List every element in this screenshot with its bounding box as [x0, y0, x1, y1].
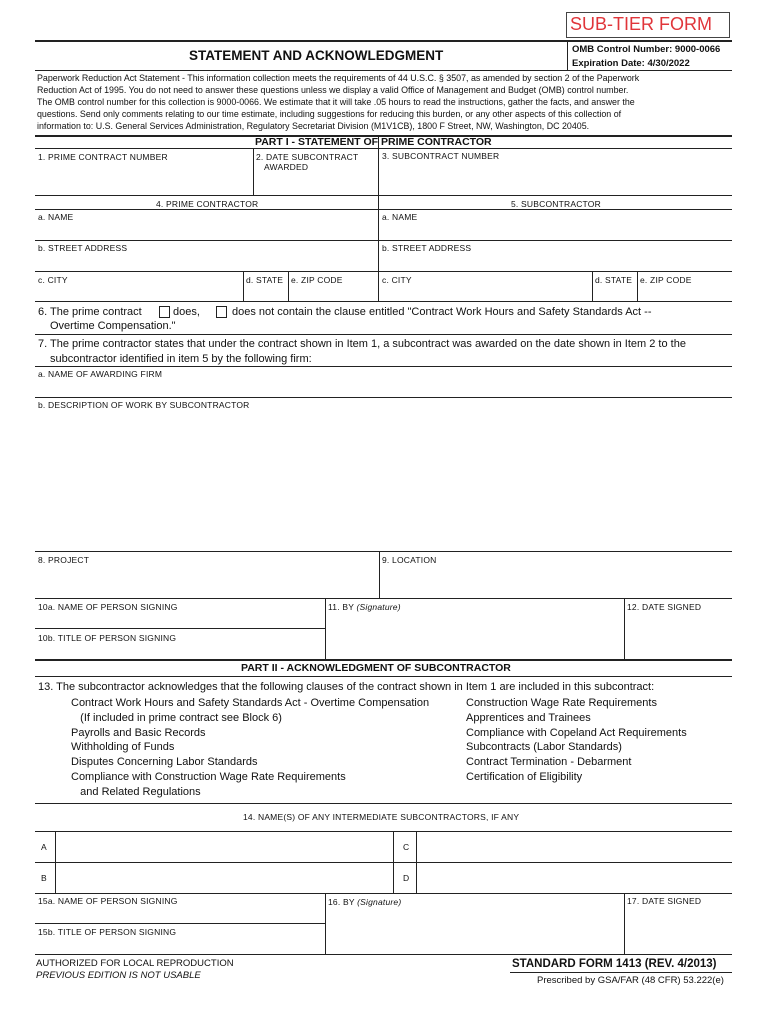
- prime-contract-number-field[interactable]: [36, 163, 251, 193]
- clause-right-4: Subcontracts (Labor Standards): [466, 741, 622, 753]
- sub-signature-field[interactable]: [327, 907, 622, 952]
- previous-edition-note: PREVIOUS EDITION IS NOT USABLE: [36, 970, 201, 981]
- part2-top-rule: [35, 659, 732, 661]
- clause-left-3: Payrolls and Basic Records: [71, 727, 206, 739]
- clause-left-2: (If included in prime contract see Block 6): [71, 712, 282, 724]
- paperwork-line-1: Paperwork Reduction Act Statement - This information collection meets the requirements of 44 U.S.C. § 3507, as amended by section 2 of the Paperwork: [37, 73, 640, 83]
- prime-zip-label: e. ZIP CODE: [291, 275, 343, 285]
- row-c-label: C: [403, 842, 410, 852]
- item6-does-label: does,: [173, 306, 200, 318]
- header-bottom-rule: [35, 70, 732, 71]
- sub-state-field[interactable]: [594, 285, 636, 300]
- intermediate-a-field[interactable]: [57, 833, 391, 861]
- subcontract-number-field[interactable]: [380, 163, 730, 193]
- clause-left-6: Compliance with Construction Wage Rate Requirements: [71, 771, 346, 783]
- subcontractor-label: 5. SUBCONTRACTOR: [511, 199, 601, 209]
- paperwork-line-4: questions. Send only comments relating to our time estimate, including suggestions for reducing this burden, or any other aspects of this collection of: [37, 109, 622, 119]
- prime-city-label: c. CITY: [38, 275, 68, 285]
- date-subcontract-field[interactable]: [255, 173, 376, 193]
- prime-street-label: b. STREET ADDRESS: [38, 243, 128, 253]
- sub-person-signing-title-label: 15b. TITLE OF PERSON SIGNING: [38, 927, 177, 937]
- clause-left-7: and Related Regulations: [71, 786, 201, 798]
- part1-heading: PART I - STATEMENT OF PRIME CONTRACTOR: [255, 136, 492, 148]
- sub-zip-field[interactable]: [639, 285, 731, 300]
- prime-state-field[interactable]: [245, 285, 287, 300]
- authorized-reproduction: AUTHORIZED FOR LOCAL REPRODUCTION: [36, 958, 234, 969]
- location-field[interactable]: [381, 566, 730, 596]
- item6-text-2: Overtime Compensation.": [50, 320, 176, 332]
- description-of-work-field[interactable]: [36, 411, 730, 549]
- sub-city-field[interactable]: [380, 285, 590, 300]
- sub-person-signing-name-field[interactable]: [36, 906, 323, 922]
- subcontract-number-label: 3. SUBCONTRACT NUMBER: [382, 151, 500, 161]
- signature-field[interactable]: [327, 612, 622, 657]
- item7-text-2: subcontractor identified in item 5 by the following firm:: [50, 353, 312, 365]
- prime-contractor-label: 4. PRIME CONTRACTOR: [156, 199, 259, 209]
- date-subcontract-label-2: AWARDED: [264, 162, 309, 172]
- clause-right-2: Apprentices and Trainees: [466, 712, 591, 724]
- sub-person-signing-title-field[interactable]: [36, 937, 323, 953]
- person-signing-title-field[interactable]: [36, 643, 323, 658]
- does-not-checkbox[interactable]: [216, 306, 227, 318]
- intermediate-c-field[interactable]: [418, 833, 730, 861]
- description-of-work-label: b. DESCRIPTION OF WORK BY SUBCONTRACTOR: [38, 400, 250, 410]
- sub-name-label: a. NAME: [382, 212, 418, 222]
- prime-zip-field[interactable]: [290, 285, 376, 300]
- sub-tier-label: SUB-TIER FORM: [570, 14, 712, 34]
- prime-contract-number-label: 1. PRIME CONTRACT NUMBER: [38, 152, 168, 162]
- sub-state-label: d. STATE: [595, 275, 633, 285]
- person-signing-name-field[interactable]: [36, 612, 323, 627]
- part1-heading-rule: [35, 148, 732, 149]
- paperwork-line-2: Reduction Act of 1995. You do not need to answer these questions unless we display a valid Office of Management and Budget (OMB) control number.: [37, 85, 629, 95]
- prime-state-label: d. STATE: [246, 275, 284, 285]
- clause-right-3: Compliance with Copeland Act Requirements: [466, 727, 687, 739]
- project-label: 8. PROJECT: [38, 555, 90, 565]
- prime-name-field[interactable]: [36, 222, 376, 240]
- sub-signature-label: 16. BY (Signature): [328, 897, 402, 907]
- clause-right-1: Construction Wage Rate Requirements: [466, 697, 657, 709]
- clause-right-6: Certification of Eligibility: [466, 771, 583, 783]
- date-signed-label: 12. DATE SIGNED: [627, 602, 702, 612]
- prescribed-by: Prescribed by GSA/FAR (48 CFR) 53.222(e): [537, 975, 724, 986]
- omb-control-number: OMB Control Number: 9000-0066: [572, 44, 721, 55]
- item13-text: 13. The subcontractor acknowledges that the following clauses of the contract shown in Item 1 are included in this subcontract:: [38, 681, 655, 693]
- form-number: STANDARD FORM 1413 (REV. 4/2013): [512, 958, 717, 970]
- person-signing-title-label: 10b. TITLE OF PERSON SIGNING: [38, 633, 177, 643]
- intermediate-subcontractors-label: 14. NAME(S) OF ANY INTERMEDIATE SUBCONTRACTORS, IF ANY: [243, 812, 520, 822]
- location-label: 9. LOCATION: [382, 555, 437, 565]
- date-subcontract-label: 2. DATE SUBCONTRACT: [256, 152, 359, 162]
- header-top-rule: [35, 40, 732, 42]
- sub-date-signed-label: 17. DATE SIGNED: [627, 896, 702, 906]
- prime-name-label: a. NAME: [38, 212, 74, 222]
- sub-street-label: b. STREET ADDRESS: [382, 243, 472, 253]
- clause-right-5: Contract Termination - Debarment: [466, 756, 632, 768]
- prime-city-field[interactable]: [36, 285, 241, 300]
- intermediate-b-field[interactable]: [57, 864, 391, 892]
- prime-street-field[interactable]: [36, 253, 376, 271]
- project-field[interactable]: [36, 566, 377, 596]
- item7-text: 7. The prime contractor states that under the contract shown in Item 1, a subcontract was awarded on the date shown in Item 2 to the: [38, 338, 686, 350]
- intermediate-d-field[interactable]: [418, 864, 730, 892]
- clause-left-5: Disputes Concerning Labor Standards: [71, 756, 258, 768]
- sub-person-signing-name-label: 15a. NAME OF PERSON SIGNING: [38, 896, 178, 906]
- awarding-firm-label: a. NAME OF AWARDING FIRM: [38, 369, 163, 379]
- row-a-label: A: [41, 842, 47, 852]
- row-d-label: D: [403, 873, 410, 883]
- form-title: STATEMENT AND ACKNOWLEDGMENT: [189, 48, 444, 63]
- does-checkbox[interactable]: [159, 306, 170, 318]
- item6-text: 6. The prime contract: [38, 306, 142, 318]
- clause-left-4: Withholding of Funds: [71, 741, 175, 753]
- part2-heading: PART II - ACKNOWLEDGMENT OF SUBCONTRACTOR: [241, 662, 511, 674]
- paperwork-line-3: The OMB control number for this collection is 9000-0066. We estimate that it will take .05 hours to read the instructions, gather the facts, and answer the: [37, 97, 635, 107]
- row-b-label: B: [41, 873, 47, 883]
- header-divider: [567, 41, 568, 71]
- clause-left-1: Contract Work Hours and Safety Standards Act - Overtime Compensation: [71, 697, 430, 709]
- person-signing-name-label: 10a. NAME OF PERSON SIGNING: [38, 602, 178, 612]
- paperwork-line-5: information to: U.S. General Services Administration, Regulatory Secretariat Division (M1V1CB), 1800 F Street, NW, Washington, DC 20405.: [37, 121, 590, 131]
- sub-name-field[interactable]: [380, 222, 730, 240]
- date-signed-field[interactable]: [626, 612, 730, 657]
- sub-zip-label: e. ZIP CODE: [640, 275, 692, 285]
- item6-does-not-label: does not contain the clause entitled "Contract Work Hours and Safety Standards Act --: [232, 306, 652, 318]
- sub-date-signed-field[interactable]: [626, 907, 730, 952]
- awarding-firm-field[interactable]: [36, 379, 730, 396]
- signature-label: 11. BY (Signature): [328, 602, 401, 612]
- sub-street-field[interactable]: [380, 253, 730, 271]
- expiration-date: Expiration Date: 4/30/2022: [572, 58, 690, 69]
- sub-tier-box: [566, 12, 730, 38]
- sub-city-label: c. CITY: [382, 275, 412, 285]
